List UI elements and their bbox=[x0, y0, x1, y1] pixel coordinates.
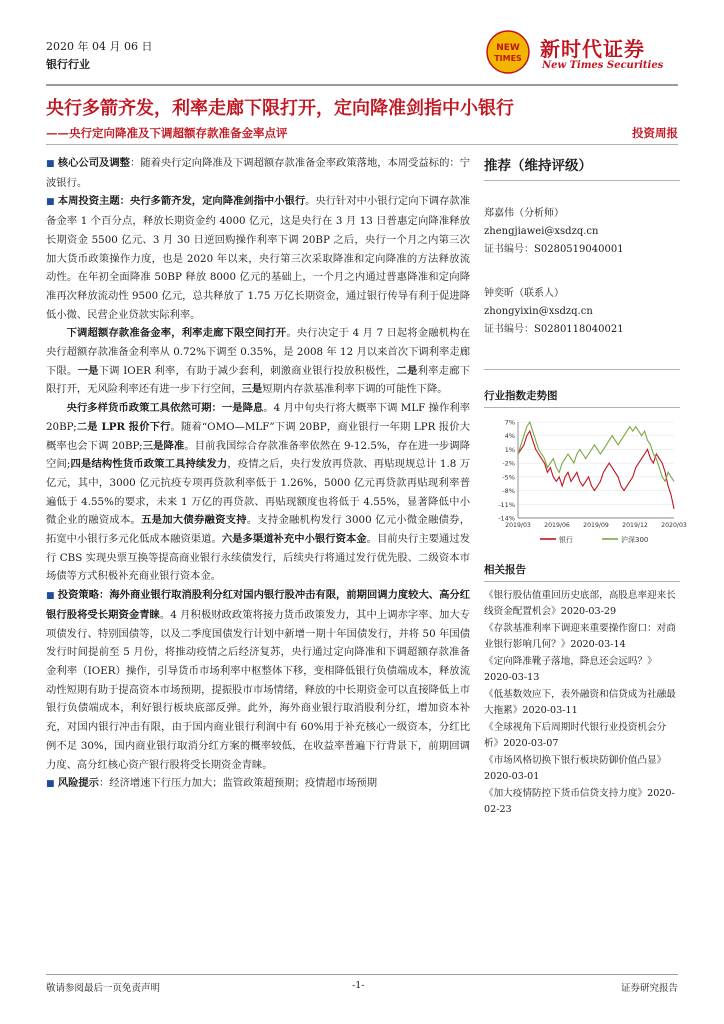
weekly-theme-label: 本周投资主题 bbox=[57, 195, 120, 208]
ioer-text-a: 。央行决定于 4 月 7 日起将金融机构在央行超额存款准备金利率从 0.72%下调至 0.35%，是 2008 年 12 月以来首次下调利率走廊下限。 bbox=[46, 327, 470, 377]
policy-text-f: 。支持金融机构发行 3000 亿元小微金融债券，拓宽中小银行多元化低成本融资渠道。 bbox=[46, 514, 471, 546]
sidebar bbox=[484, 154, 687, 819]
logo-text-times: TIMES bbox=[494, 54, 522, 63]
chart-legend-label: 银行 bbox=[559, 536, 573, 544]
weekly-theme-bold: ：央行多箭齐发，定向降准剑指中小银行 bbox=[119, 195, 306, 208]
chart-y-tick-label: 1% bbox=[504, 445, 515, 454]
chart-legend-label: 沪深300 bbox=[621, 536, 649, 544]
strategy-label: 投资策略 bbox=[57, 589, 100, 602]
related-report-date: 2020-03-11 bbox=[522, 704, 578, 716]
weekly-theme-text: 。央行针对中小银行定向下调存款准备金率 1 个百分点，释放长期资金约 4000 亿元，这是央行在 3 月 13 日普惠定向降准释放长期资金 5500 亿元、3 月 30 日逆回购操作利率下调 20BP 之后，央行一个月之内第三次加大货币政策操作力度，也是 2020 年以来，央行第三次采取降准和定向降准的方法释放流动性。在年初全面降准 50BP 释放 8000 亿元的基础上，一个月之内通过普惠降准和定向降准再次释放流动性 9500 亿元，总共释放了 1.75 万亿长期资金，通过银行传导有利于促进降低小微、民营企业贷款实际利率。 bbox=[46, 195, 471, 321]
related-report-item[interactable] bbox=[484, 621, 680, 652]
chart-y-tick-label: -8% bbox=[502, 487, 515, 496]
related-report-date: 2020-02-23 bbox=[484, 788, 675, 815]
brand-logo-icon bbox=[486, 30, 530, 74]
related-report-title: 《银行股估值重回历史底部，高股息率迎来长线资金配置机会》 bbox=[484, 590, 676, 617]
brand-name-cn: 新时代证券 bbox=[540, 37, 645, 61]
related-report-title: 《定向降准靴子落地，降息还会远吗？》 bbox=[484, 656, 657, 667]
analyst-info bbox=[484, 205, 680, 339]
related-report-item[interactable] bbox=[484, 588, 680, 619]
policy-point-rrr: 三是降准 bbox=[142, 439, 185, 452]
policy-bold: 央行多样货币政策工具依然可期：一是降息 bbox=[66, 402, 264, 415]
bullet-icon: ■ bbox=[46, 779, 55, 790]
related-report-date: 2020-03-01 bbox=[484, 770, 540, 782]
chart-title: 行业指数走势图 bbox=[484, 388, 680, 408]
policy-text-d: 。目前我国综合存款准备率依然在 9-12.5%，存在进一步调降空间; bbox=[46, 439, 471, 471]
related-report-title: 《全球视角下后周期时代银行业投资机会分析》 bbox=[484, 722, 667, 749]
chart-x-tick-label: 2019/06 bbox=[544, 522, 570, 529]
analyst2-cert bbox=[484, 321, 680, 339]
strategy-bold: ：海外商业银行取消股利分红对国内银行股冲击有限，前期回调力度较大、高分红银行股将受长期资金青睐 bbox=[46, 589, 470, 621]
index-chart bbox=[484, 414, 687, 550]
brand-logo bbox=[486, 30, 696, 82]
core-companies-label: 核心公司及调整 bbox=[57, 157, 130, 169]
chart-series-line-1 bbox=[518, 422, 674, 481]
strategy-text: 。4 月积极财政政策将接力货币政策发力，其中上调赤字率、加大专项债发行、特别国债等，以及二季度国债发行计划中新增一期十年国债发行，并将 50 年国债发行时间提前至 5 月份，将推动疫情之后经济复苏，央行通过定向降准和下调超额存款准备金利率（IOER）操作，引导货币市场利率中枢整体下移，变相降低银行负债端成本，释放流动性短期有助于提高资本市场预期，提振股市市场情绪，释放的中长期资金可以直接降低上市银行负债端成本，利好银行板块底部反弹。此外，海外商业银行取消股利分红，增加资本补充，对国内银行冲击有限，由于国内商业银行利润中有 60%用于补充核心一级资本，分红比例不足 30%，国内商业银行取消分红方案的概率较低，在收益率普遍下行背景下，前期回调力度、高分红核心资产银行股将受长期资金青睐。 bbox=[46, 608, 471, 771]
related-report-title: 《市场风格切换下银行板块防御价值凸显》 bbox=[484, 755, 667, 766]
analyst1-cert-number: S0280519040001 bbox=[534, 244, 624, 255]
title-divider bbox=[46, 144, 678, 145]
related-report-item[interactable] bbox=[484, 720, 680, 751]
chart-x-tick-label: 2019/12 bbox=[622, 522, 648, 529]
analyst1-name: 郑嘉伟（分析师） bbox=[484, 208, 564, 219]
related-report-item[interactable] bbox=[484, 753, 680, 784]
chart-x-tick-label: 2020/03 bbox=[661, 522, 687, 529]
ioer-point-1: 一是 bbox=[77, 364, 99, 377]
analyst1-cert bbox=[484, 241, 680, 259]
ioer-text-d: 利率走廊下限打开，无风险利率还有进一步下行空间， bbox=[46, 364, 471, 396]
ioer-text-c: 下调 IOER 利率，有助于减少套利，刺激商业银行投放积极性， bbox=[98, 364, 397, 377]
policy-text-e: ，疫情之后，央行发放再贷款、再贴现规总计 1.8 万亿元，其中，3000 亿元抗疫专项再贷款利率低于 1.26%，5000 亿元再贷款再贴现利率普遍低于 4.55%的要求，未来 1 万亿的再贷款、再贴现额度也将低于 4.55%，显著降低中小微企业的融资成本。 bbox=[46, 458, 471, 527]
risk-label: 风险提示 bbox=[57, 777, 99, 790]
related-report-title: 《加大疫情防控下货币信贷支持力度》 bbox=[484, 788, 648, 799]
chart-y-tick-label: -14% bbox=[498, 514, 515, 523]
bullet-icon: ■ bbox=[46, 197, 55, 208]
analyst2-email[interactable]: zhongyixin@xsdzq.cn bbox=[484, 306, 593, 317]
chart-x-tick-label: 2019/09 bbox=[583, 522, 609, 529]
chart-y-tick-label: -5% bbox=[502, 473, 515, 482]
related-report-date: 2020-03-29 bbox=[560, 605, 617, 617]
report-date: 2020 年 04 月 06 日 bbox=[46, 40, 153, 53]
analyst2-name: 钟奕昕（联系人） bbox=[484, 288, 564, 299]
bullet-icon: ■ bbox=[46, 591, 55, 602]
header-divider bbox=[46, 84, 678, 86]
related-report-date: 2020-03-14 bbox=[570, 638, 626, 650]
page-number: -1- bbox=[352, 980, 365, 991]
related-report-item[interactable] bbox=[484, 654, 680, 685]
report-type: 投资周报 bbox=[632, 126, 678, 140]
analyst1-email[interactable]: zhengjiawei@xsdzq.cn bbox=[484, 226, 599, 237]
footer-report-type: 证券研究报告 bbox=[620, 983, 678, 994]
paragraph-weekly-theme bbox=[46, 192, 470, 324]
policy-text-g: 。目前央行主要通过发行 CBS 实现央票互换等提高商业银行永续债发行，后续央行将通过发行优先股、二级资本市场债等方式积极补充商业银行资本金。 bbox=[46, 533, 471, 583]
related-report-date: 2020-03-13 bbox=[484, 671, 540, 683]
paragraph-ioer bbox=[46, 324, 470, 399]
policy-point-structural: 四是结构性货币政策工具持续发力 bbox=[70, 458, 228, 471]
brand-name-en: New Times Securities bbox=[542, 60, 664, 71]
bullet-icon: ■ bbox=[46, 159, 55, 169]
policy-point-lpr: 二是 LPR 报价下行 bbox=[76, 420, 171, 433]
policy-text-c: 。随着“OMO—MLF”下调 20BP，商业银行一年期 LPR 报价大概率也会下调 20BP; bbox=[46, 420, 470, 452]
report-subtitle: ——央行定向降准及下调超额存款准备金率点评 bbox=[46, 126, 288, 140]
industry-label: 银行行业 bbox=[46, 58, 90, 71]
analyst-divider bbox=[484, 339, 680, 370]
index-chart-svg bbox=[484, 414, 687, 550]
logo-text-new: NEW bbox=[496, 43, 520, 53]
related-report-date: 2020-03-07 bbox=[503, 737, 559, 749]
ioer-bold: 下调超额存款准备金率，利率走廊下限空间打开 bbox=[66, 327, 287, 340]
footer-divider bbox=[46, 974, 678, 975]
paragraph-risk bbox=[46, 774, 470, 794]
chart-y-tick-label: -11% bbox=[498, 500, 515, 509]
ioer-point-2: 二是 bbox=[396, 364, 418, 377]
chart-y-tick-label: 7% bbox=[504, 418, 515, 427]
related-reports-list bbox=[484, 588, 680, 817]
related-report-title: 《存款基准利率下调迎来重要操作窗口：对商业银行影响几何？》 bbox=[484, 623, 676, 650]
ioer-point-3: 三是 bbox=[241, 383, 263, 396]
chart-series-line-0 bbox=[518, 431, 674, 509]
chart-y-tick-label: -2% bbox=[502, 459, 515, 468]
related-report-item[interactable] bbox=[484, 786, 680, 817]
analyst2-cert-number: S0280118040021 bbox=[534, 324, 624, 335]
chart-x-tick-label: 2019/03 bbox=[505, 522, 531, 529]
report-title: 央行多箭齐发，利率走廊下限打开，定向降准剑指中小银行 bbox=[46, 98, 514, 119]
related-reports-title: 相关报告 bbox=[484, 562, 680, 582]
policy-point-bond: 五是加大债券融资支持 bbox=[141, 514, 247, 527]
footer-disclaimer[interactable]: 敬请参阅最后一页免责声明 bbox=[46, 983, 161, 994]
paragraph-policy-tools bbox=[46, 399, 470, 586]
rating-label: 推荐（维持评级） bbox=[484, 154, 680, 181]
ioer-text-e: 短期内存款基准利率下调的可能性下降。 bbox=[262, 383, 448, 396]
core-companies-text: ：随着央行定向降准及下调超额存款准备金率政策落地，本周受益标的：宁波银行。 bbox=[46, 157, 470, 189]
related-report-item[interactable] bbox=[484, 687, 680, 718]
analyst2-cert-label: 证书编号： bbox=[484, 324, 534, 335]
related-report-title: 《低基数效应下，表外融资和信贷成为社融最大拖累》 bbox=[484, 689, 676, 716]
main-body bbox=[46, 154, 470, 794]
policy-text-a: 。4 月中旬央行将大概率下调 MLF 操作利率 20BP; bbox=[46, 402, 470, 433]
analyst1-cert-label: 证书编号： bbox=[484, 244, 534, 255]
chart-y-tick-label: 4% bbox=[504, 432, 515, 441]
risk-text: ：经济增速下行压力加大；监管政策超预期；疫情超市场预期 bbox=[98, 777, 377, 790]
paragraph-strategy bbox=[46, 586, 470, 774]
paragraph-core-companies bbox=[46, 154, 470, 192]
policy-point-capital: 六是多渠道补充中小银行资本金 bbox=[221, 533, 367, 546]
